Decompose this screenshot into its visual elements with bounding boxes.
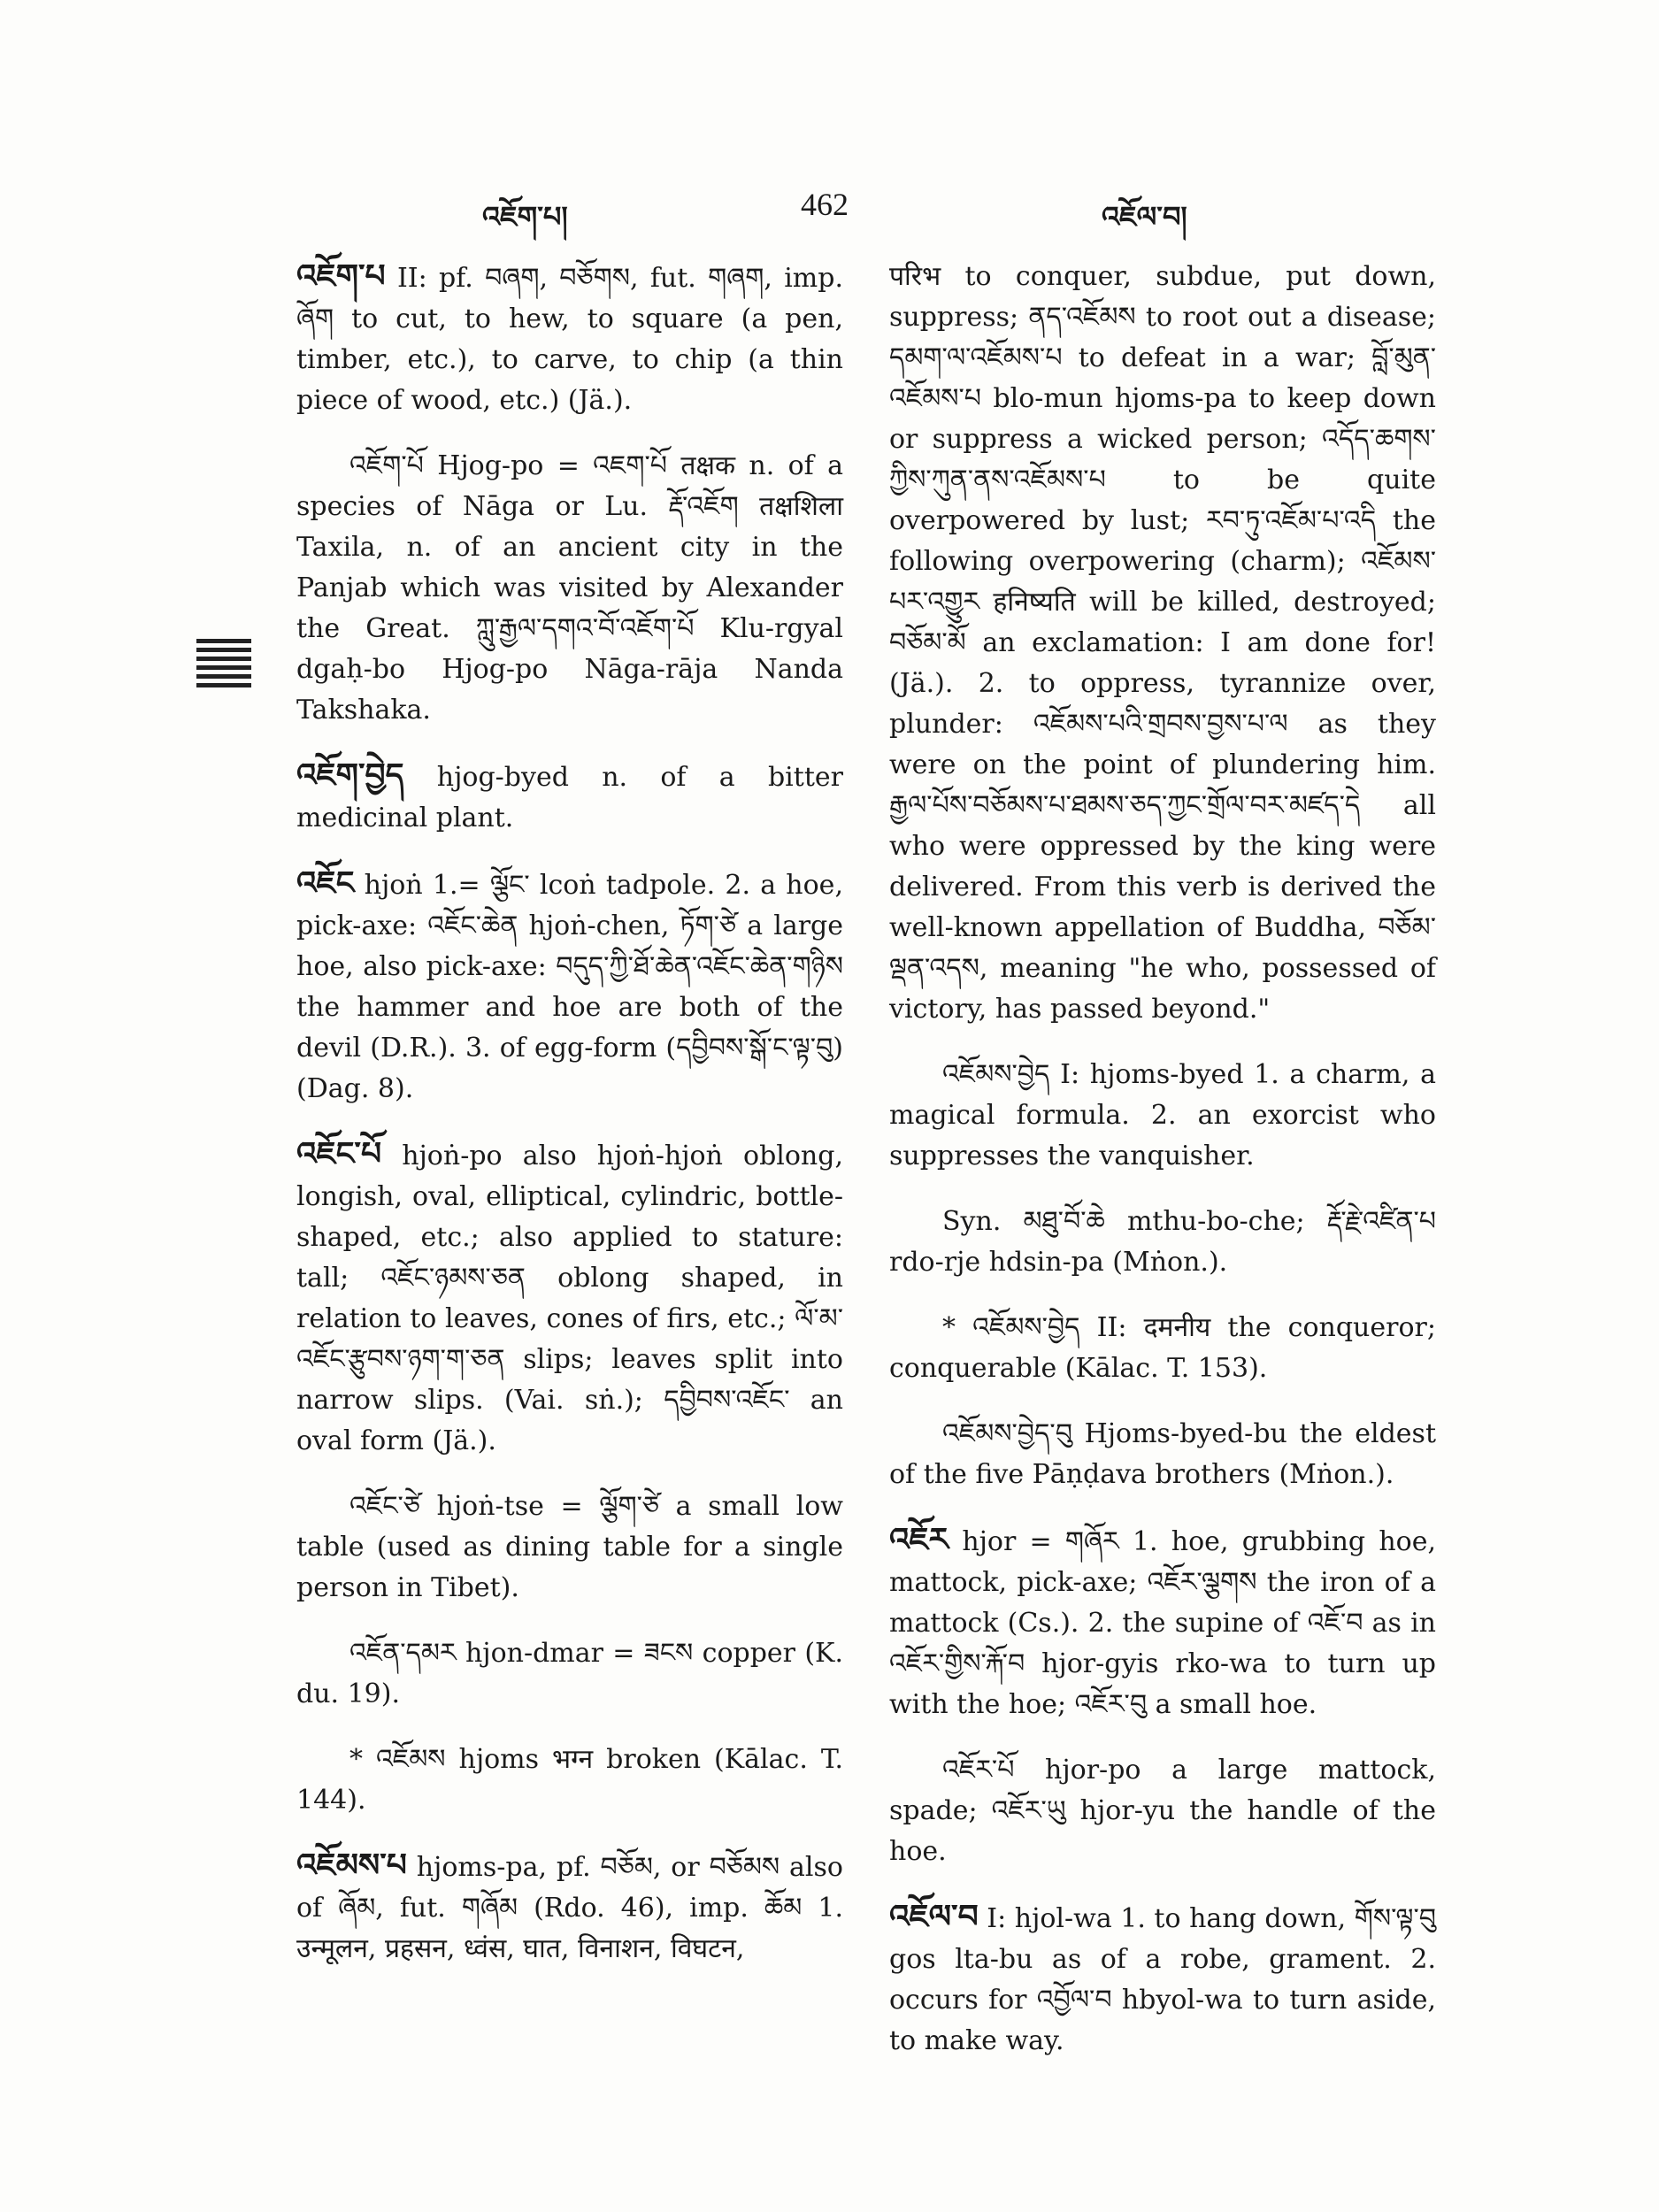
entry-text: འཇོན་དམར hjon-dmar = ཟངས copper (K. du. 19).	[296, 1638, 843, 1709]
headword: འཇོང་པོ	[296, 1136, 382, 1172]
entry-text: hjog-byed n. of a bitter medicinal plant.	[296, 762, 843, 833]
headword: འཇོག་བྱེད	[296, 757, 404, 794]
dictionary-entry	[296, 1846, 843, 1970]
margin-tibetan-letter-icon	[196, 639, 251, 695]
right-column	[889, 257, 1436, 2086]
entry-text: hjoṅ 1.= ལྕོང་ lcoṅ tadpole. 2. a hoe, pick-axe: འཇོང་ཆེན hjoṅ-chen, ཏོག་ཙེ a large hoe, also pick-axe: བདུད་ཀྱི་ཐོ་ཆེན་འཇོང་ཆེན་གཉིས the hammer and hoe are both of the devil (D.R.). 3. of egg-form (དབྱིབས་སྒོ་ང་ལྟ་བུ) (Dag. 8).	[296, 870, 843, 1104]
entry-text: hjor = གཞོར 1. hoe, grubbing hoe, mattock, pick-axe; འཇོར་ལྕགས the iron of a mattock (Cs.). 2. the supine of འཇོ་བ as in འཇོར་གྱིས་རྐོ་བ hjor-gyis rko-wa to turn up with the hoe; འཇོར་བུ a small hoe.	[889, 1526, 1436, 1720]
entry-text: hjoms-pa, pf. བཅོམ, or བཅོམས also of ཞོམ, fut. གཞོམ (Rdo. 46), imp. ཆོམ 1. उन्मूलन, प्रहसन, ध्वंस, घात, विनाशन, विघटन,	[296, 1852, 843, 1964]
dictionary-entry	[889, 1202, 1436, 1283]
dictionary-entry	[296, 1740, 843, 1821]
headword: འཇོམས་པ	[296, 1847, 407, 1884]
entry-text: * འཇོམས་བྱེད II: दमनीय the conqueror; conquerable (Kālac. T. 153).	[889, 1312, 1436, 1384]
running-head-left: འཇོག་པ།	[482, 200, 568, 234]
entry-text: * འཇོམས hjoms भग्न broken (Kālac. T. 144).	[296, 1744, 843, 1816]
headword: འཇོང	[296, 865, 355, 902]
dictionary-entry	[889, 1750, 1436, 1872]
headword: འཇོར	[889, 1522, 949, 1558]
dictionary-entry	[296, 257, 843, 421]
headword: འཇོག་པ	[296, 258, 386, 295]
headword: འཇོལ་བ	[889, 1899, 979, 1935]
entry-text: འཇོམས་བྱེད་བུ Hjoms-byed-bu the eldest of the five Pāṇḍava brothers (Mṅon.).	[889, 1418, 1436, 1490]
left-column	[296, 257, 843, 1994]
dictionary-entry	[296, 864, 843, 1110]
entry-text: I: hjol-wa 1. to hang down, གོས་ལྟ་བུ gos lta-bu as of a robe, grament. 2. occurs for འབྱོལ་བ hbyol-wa to turn aside, to make way.	[889, 1903, 1436, 2056]
dictionary-entry	[296, 1486, 843, 1609]
dictionary-entry	[296, 1134, 843, 1462]
entry-text: འཇོམས་བྱེད I: hjoms-byed 1. a charm, a magical formula. 2. an exorcist who suppresses the vanquisher.	[889, 1059, 1436, 1171]
dictionary-entry	[889, 1414, 1436, 1495]
dictionary-entry	[889, 1308, 1436, 1389]
dictionary-entry	[296, 756, 843, 839]
page-number: 462	[801, 187, 849, 222]
running-head-right: འཇོལ་བ།	[1102, 200, 1187, 234]
entry-text: Syn. མཐུ་བོ་ཆེ mthu-bo-che; རྡོ་རྗེ་འཛིན་པ rdo-rje hdsin-pa (Mṅon.).	[889, 1206, 1436, 1278]
entry-text: II: pf. བཞག, བཅོགས, fut. གཞག, imp. ཞོག to cut, to hew, to square (a pen, timber, etc.), to carve, to chip (a thin piece of wood, etc.) (Jä.).	[296, 263, 843, 416]
entry-text: འཇོང་ཙེ hjoṅ-tse = ལྕོག་ཙེ a small low table (used as dining table for a single person in Tibet).	[296, 1491, 843, 1603]
dictionary-entry	[889, 257, 1436, 1030]
dictionary-entry	[296, 446, 843, 731]
dictionary-entry	[889, 1055, 1436, 1177]
entry-text: འཇོར་པོ hjor-po a large mattock, spade; འཇོར་ཡུ hjor-yu the handle of the hoe.	[889, 1755, 1436, 1867]
dictionary-entry	[296, 1633, 843, 1715]
dictionary-entry	[889, 1520, 1436, 1725]
entry-text: परिभ to conquer, subdue, put down, suppress; ནད་འཇོམས to root out a disease; དམག་ལ་འཇོམས་པ to defeat in a war; བློ་མུན་འཇོམས་པ blo-mun hjoms-pa to keep down or suppress a wicked person; འདོད་ཆགས་ཀྱིས་ཀུན་ནས་འཇོམས་པ to be quite overpowered by lust; རབ་ཏུ་འཇོམ་པ་འདི the following overpowering (charm); འཇོམས་པར་འགྱུར हनिष्यति will be killed, destroyed; བཅོམ་མོ an exclamation: I am done for! (Jä.). 2. to oppress, tyrannize over, plunder: འཇོམས་པའི་གྲབས་བྱས་པ་ལ as they were on the point of plundering him. རྒྱལ་པོས་བཅོམས་པ་ཐམས་ཅད་ཀྱང་གྲོལ་བར་མཛད་དེ all who were oppressed by the king were delivered. From this verb is derived the well-known appellation of Buddha, བཅོམ་ལྡན་འདས, meaning "he who, possessed of victory, has passed beyond."	[889, 261, 1436, 1025]
dictionary-entry	[889, 1897, 1436, 2062]
entry-text: འཇོག་པོ Hjog-po = འཇག་པོ तक्षक n. of a species of Nāga or Lu. རྡོ་འཇོག तक्षशिला Taxila, n. of an ancient city in the Panjab which was visited by Alexander the Great. ཀླུ་རྒྱལ་དགའ་བོ་འཇོག་པོ Klu-rgyal dgaḥ-bo Hjog-po Nāga-rāja Nanda Takshaka.	[296, 450, 843, 726]
entry-text: hjoṅ-po also hjoṅ-hjoṅ oblong, longish, oval, elliptical, cylindric, bottle-shaped, etc.; also applied to stature: tall; འཇོང་ཉམས་ཅན oblong shaped, in relation to leaves, cones of firs, etc.; ལོ་མ་འཇོང་རྩུབས་ཉག་ག་ཅན slips; leaves split into narrow slips. (Vai. sṅ.); དབྱིབས་འཇོང་ an oval form (Jä.).	[296, 1141, 843, 1456]
